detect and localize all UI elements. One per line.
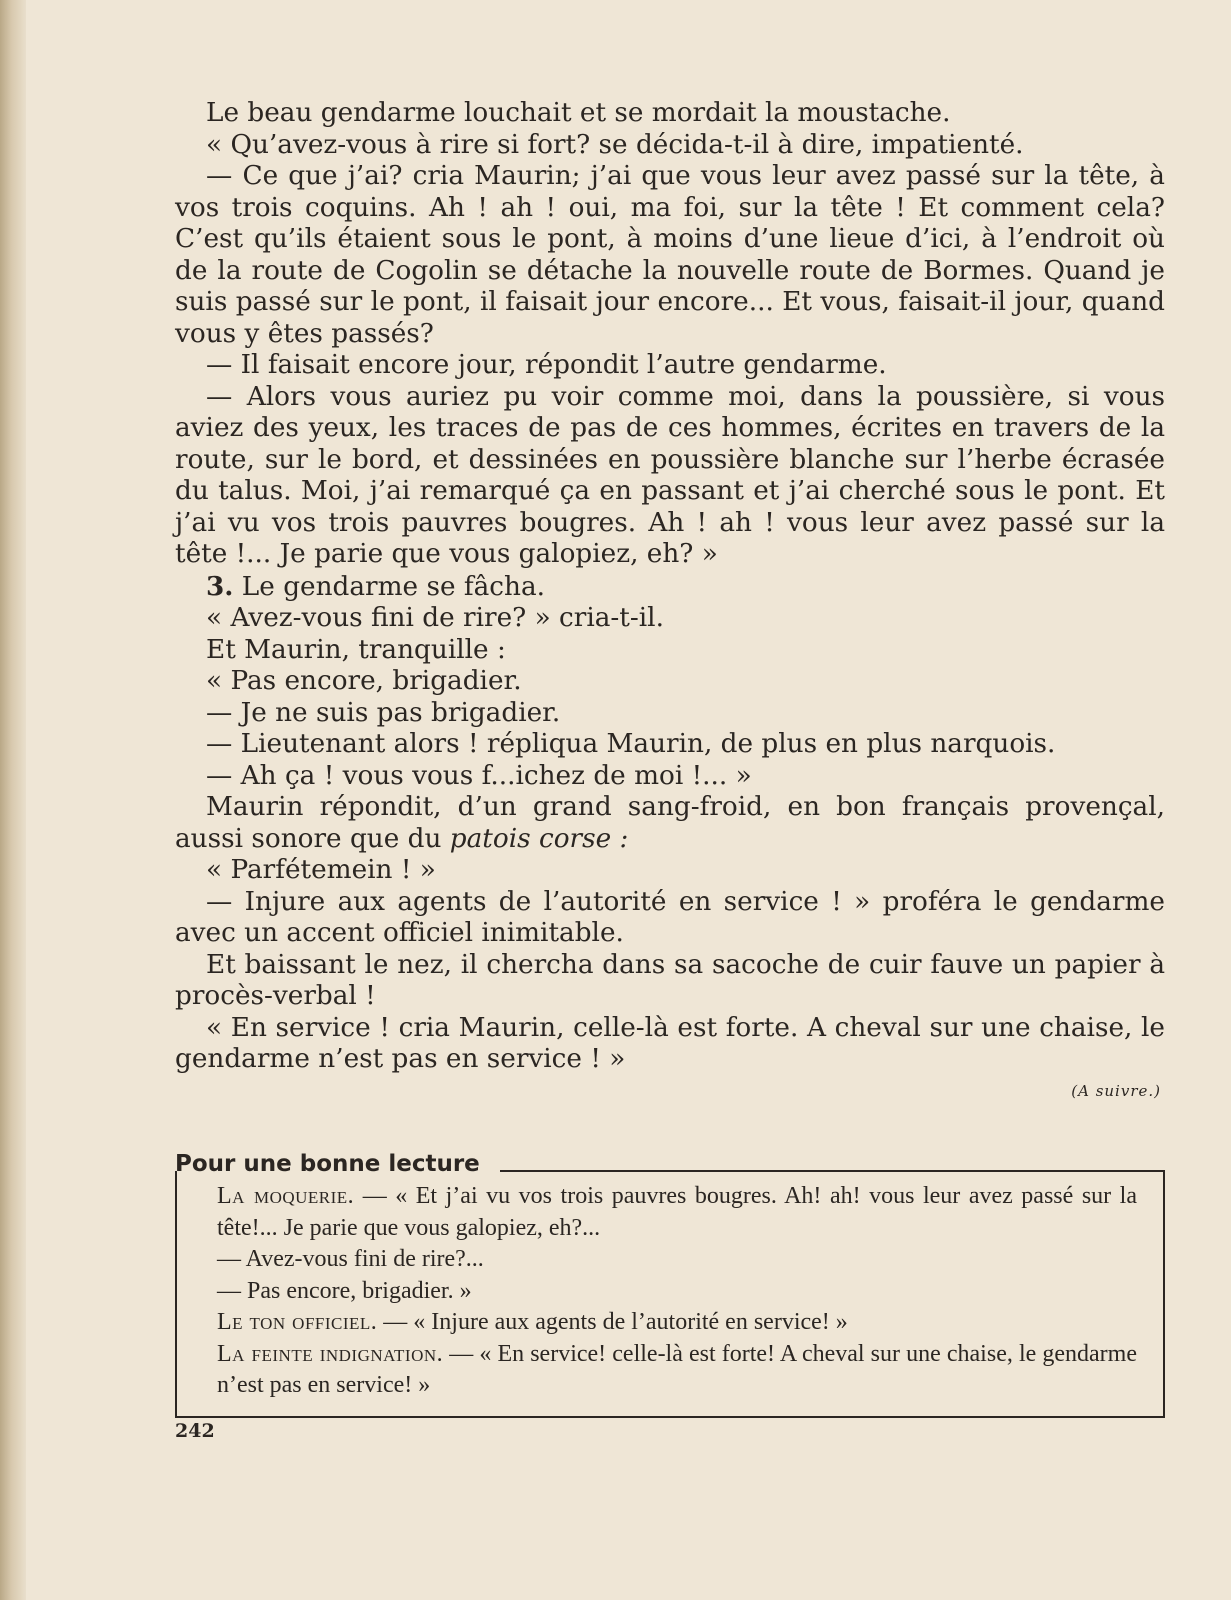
paragraph: — Injure aux agents de l’autorité en service ! » proféra le gendarme avec un accent officiel inimitable. [175,886,1165,948]
italic-phrase: patois corse : [449,823,629,854]
lecture-rule [500,1170,1165,1172]
paragraph: « Qu’avez-vous à rire si fort? se décida-t-il à dire, impatienté. [206,129,1024,160]
paragraph: — Alors vous auriez pu voir comme moi, dans la poussière, si vous aviez des yeux, les traces de pas de ces hommes, écrites en travers de la route, sur le bord, et dessinées en poussière blanche sur l’herbe écrasée du talus. Moi, j’ai remarqué ça en passant et j’ai cherché sous le pont. Et j’ai vu vos trois pauvres bougres. Ah ! ah ! vous leur avez passé sur la tête !... Je parie que vous galopiez, eh? » [175,381,1165,569]
paragraph: — Lieutenant alors ! répliqua Maurin, de plus en plus narquois. [206,729,1056,759]
lecture-line: — Pas encore, brigadier. » [217,1277,472,1304]
lecture-box [175,1171,1165,1418]
lecture-box-section [175,1145,1165,1418]
paragraph: — Il faisait encore jour, répondit l’autre gendarme. [206,350,887,380]
paragraph-section-3: 3. Le gendarme se fâcha. [206,570,545,602]
paragraph: Et baissant le nez, il chercha dans sa sacoche de cuir fauve un papier à procès-verbal ! [175,949,1165,1011]
paragraph: « Pas encore, brigadier. [206,666,522,696]
paragraph: Maurin répondit, d’un grand sang-froid, en bon français provençal, aussi sonore que du patois corse : [175,792,1165,854]
paragraph: « En service ! cria Maurin, celle-là est forte. A cheval sur une chaise, le gendarme n’est pas en service ! » [175,1012,1165,1074]
paragraph: — Je ne suis pas brigadier. [206,697,561,728]
lecture-ton-officiel: Le ton officiel. — « Injure aux agents de l’autorité en service! » [217,1309,848,1335]
paragraph: « Avez-vous fini de rire? » cria-t-il. [206,603,664,633]
lecture-label: La feinte indignation. [217,1340,444,1367]
paragraph: Et Maurin, tranquille : [206,634,506,665]
lecture-line: — Avez-vous fini de rire?... [217,1246,484,1272]
a-suivre-note: (A suivre.) [1071,1081,1161,1100]
lecture-moquerie: La moquerie. — « Et j’ai vu vos trois pauvres bougres. Ah! ah! vous leur avez passé sur la tête!... Je parie que vous galopiez, eh?... [217,1183,1138,1241]
lecture-label: Le ton officiel. [217,1309,378,1335]
page-body [175,98,1165,1102]
paragraph: — Ah ça ! vous vous f...ichez de moi !... » [206,760,752,791]
paragraph: Le beau gendarme louchait et se mordait la moustache. [206,98,951,128]
page-number: 242 [175,1420,215,1442]
lecture-title: Pour une bonne lecture [175,1151,480,1177]
story-text [175,98,1165,1076]
book-binding-shadow [0,0,26,1600]
paragraph: — Ce que j’ai? cria Maurin; j’ai que vous leur avez passé sur la tête, à vos trois coquins. Ah ! ah ! oui, ma foi, sur la tête ! Et comment cela? C’est qu’ils étaient sous le pont, à moins d’une lieue d’ici, à l’endroit où de la route de Cogolin se détache la nouvelle route de Bormes. Quand je suis passé sur le pont, il faisait jour encore... Et vous, faisait-il jour, quand vous y êtes passés? [175,161,1165,349]
lecture-label: La moquerie. [217,1183,355,1209]
paragraph: « Parfétemein ! » [206,855,436,885]
section-number: 3. [206,570,234,602]
lecture-feinte-indignation: La feinte indignation. — « En service! celle-là est forte! A cheval sur une chaise, le gendarme n’est pas en service! » [217,1340,1137,1398]
